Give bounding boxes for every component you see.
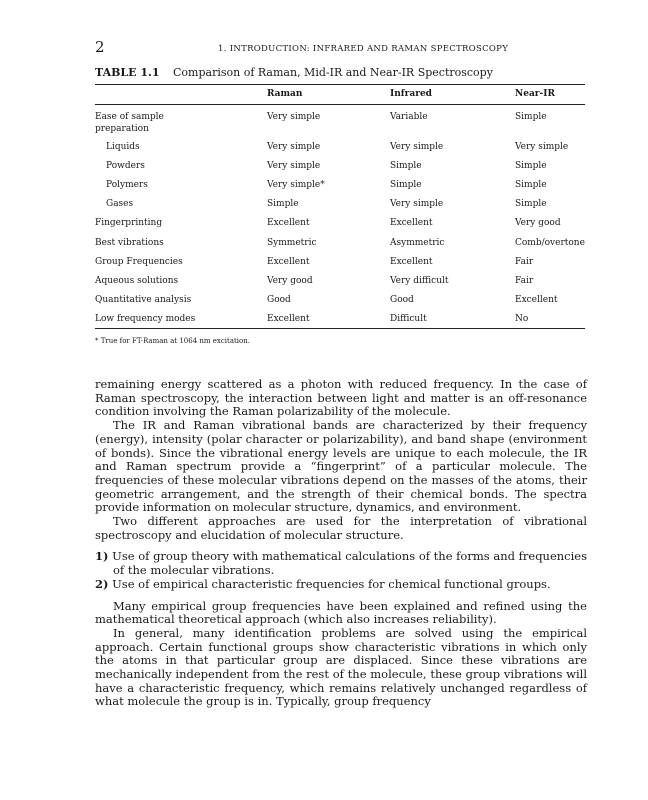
table-label: TABLE 1.1 — [95, 66, 160, 79]
cell-near-ir: Simple — [515, 112, 547, 122]
cell-near-ir: Fair — [515, 276, 534, 286]
table-footnote: * True for FT-Raman at 1064 nm excitation. — [95, 337, 250, 345]
paragraph: Many empirical group frequencies have been explained and refined using the mathematical theoretical approach (which also increases reliability). — [95, 598, 587, 627]
cell-infrared: Excellent — [390, 218, 433, 228]
cell-raman: Symmetric — [267, 238, 317, 248]
cell-infrared: Asymmetric — [390, 238, 445, 248]
column-header-infrared: Infrared — [390, 89, 432, 99]
cell-infrared: Difficult — [390, 314, 427, 324]
cell-raman: Very simple — [267, 161, 321, 171]
paragraph: The IR and Raman vibrational bands are characterized by their frequency (energy), intensity (polar character or polarizability), and band shape (environment of bonds). Since the vibrational energy levels are unique to each molecule, the IR and Raman spectrum provide a “fingerprint” of a particular molecule. The frequencies of these molecular vibrations depend on the masses of the atoms, their geometric arrangement, and the strength of their chemical bonds. The spectra provide information on molecular structure, dynamics, and environment. — [95, 418, 587, 515]
row-label: Gases — [106, 199, 134, 209]
row-label: Liquids — [106, 142, 140, 152]
paragraph: Two different approaches are used for the interpretation of vibrational spectroscopy and elucidation of molecular structure. — [95, 514, 587, 542]
table-caption-text: Comparison of Raman, Mid-IR and Near-IR Spectroscopy — [173, 66, 493, 79]
cell-infrared: Very simple — [390, 142, 444, 152]
list-item — [95, 578, 587, 592]
cell-raman: Simple — [267, 199, 299, 209]
cell-infrared: Variable — [390, 112, 428, 122]
cell-raman: Very simple — [267, 142, 321, 152]
paragraph: In general, many identification problems are solved using the empirical approach. Certain functional groups show characteristic vibrations in which only the atoms in that particular group are displaced. Since these vibrations are mechanically independent from the rest of the molecule, these group vibrations will have a characteristic frequency, which remains relatively unchanged regardless of what molecule the group is in. Typically, group frequency — [95, 625, 587, 709]
row-label: Low frequency modes — [95, 314, 196, 324]
table-header-rule — [95, 104, 585, 105]
row-label: Polymers — [106, 180, 148, 190]
cell-near-ir: Very simple — [515, 142, 569, 152]
row-label: Fingerprinting — [95, 218, 163, 228]
body-text — [95, 378, 587, 709]
cell-raman: Excellent — [267, 218, 310, 228]
list-number: 1) — [95, 549, 109, 564]
table-bottom-rule — [95, 328, 585, 329]
row-label: Powders — [106, 161, 145, 171]
running-title: 1. INTRODUCTION: INFRARED AND RAMAN SPECTROSCOPY — [218, 44, 509, 54]
cell-raman: Very simple* — [267, 180, 325, 190]
cell-near-ir: Excellent — [515, 295, 558, 305]
row-label: Ease of sample preparation — [95, 112, 164, 134]
cell-raman: Very good — [267, 276, 313, 286]
row-label: Best vibrations — [95, 238, 164, 248]
paragraph: remaining energy scattered as a photon with reduced frequency. In the case of Raman spectroscopy, the interaction between light and matter is an off-resonance condition involving the Raman polarizability of the molecule. — [95, 377, 587, 419]
row-label: Quantitative analysis — [95, 295, 192, 305]
cell-infrared: Very difficult — [390, 276, 449, 286]
row-label: Aqueous solutions — [95, 276, 179, 286]
cell-infrared: Good — [390, 295, 414, 305]
cell-near-ir: No — [515, 314, 529, 324]
page-number: 2 — [95, 38, 105, 56]
cell-near-ir: Fair — [515, 257, 534, 267]
cell-raman: Very simple — [267, 112, 321, 122]
cell-near-ir: Simple — [515, 199, 547, 209]
cell-infrared: Simple — [390, 180, 422, 190]
column-header-raman: Raman — [267, 89, 303, 99]
cell-near-ir: Simple — [515, 180, 547, 190]
table-top-rule — [95, 84, 585, 85]
table-caption — [95, 66, 493, 79]
cell-raman: Excellent — [267, 314, 310, 324]
cell-raman: Excellent — [267, 257, 310, 267]
cell-infrared: Very simple — [390, 199, 444, 209]
cell-near-ir: Comb/overtone — [515, 238, 585, 248]
list-item — [95, 550, 587, 577]
list-number: 2) — [95, 576, 109, 591]
cell-near-ir: Very good — [515, 218, 561, 228]
cell-infrared: Excellent — [390, 257, 433, 267]
list-item-text: Use of group theory with mathematical calculations of the forms and frequencies of the molecular vibrations. — [112, 549, 587, 578]
cell-infrared: Simple — [390, 161, 422, 171]
list-item-text: Use of empirical characteristic frequencies for chemical functional groups. — [112, 576, 551, 591]
column-header-near-ir: Near-IR — [515, 89, 555, 99]
cell-raman: Good — [267, 295, 291, 305]
cell-near-ir: Simple — [515, 161, 547, 171]
row-label: Group Frequencies — [95, 257, 183, 267]
